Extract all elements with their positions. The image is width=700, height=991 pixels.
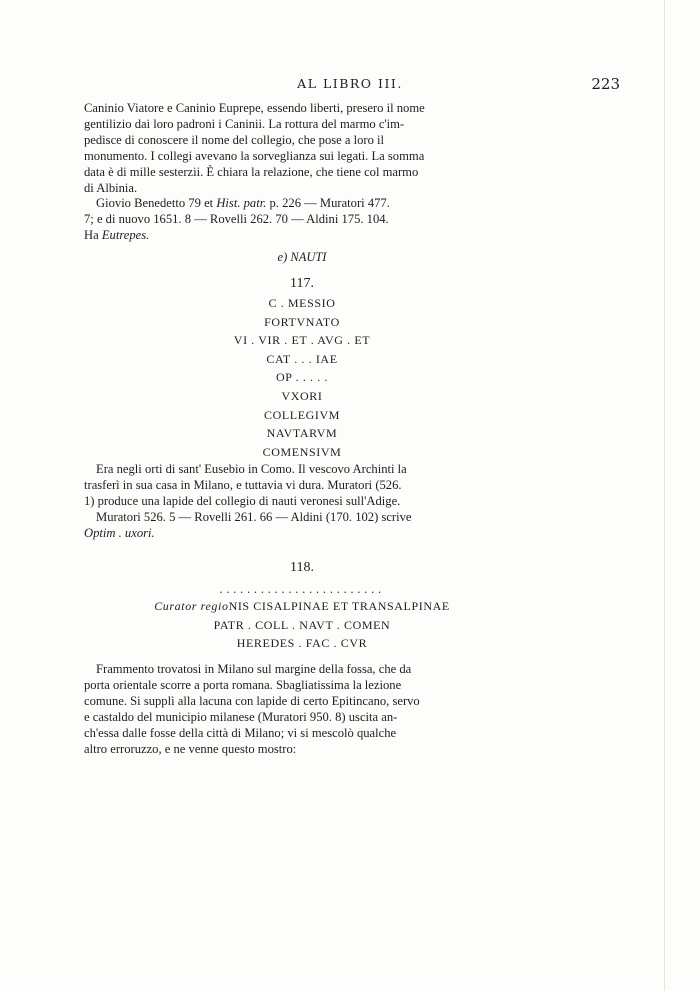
reference-line	[84, 228, 520, 244]
text-line: porta orientale scorre a porta romana. Sbagliatissima la lezione	[84, 677, 402, 692]
text-line: altro erroruzzo, e ne venne questo mostro:	[84, 741, 297, 756]
inscription-line: OP . . . . .	[275, 370, 329, 385]
page-number: 223	[591, 75, 620, 93]
inscription-line: PATR . COLL . NAVT . COMEN	[213, 617, 391, 632]
inscription-line	[84, 597, 520, 616]
reference-italic: Hist. patr.	[216, 196, 267, 210]
reference-italic: Optim . uxori.	[84, 525, 155, 540]
page-edge-divider	[664, 0, 665, 991]
inscription-line: VXORI	[281, 388, 323, 403]
page-header	[80, 76, 620, 98]
section-heading: e) NAUTI	[277, 250, 327, 264]
running-title: AL LIBRO III.	[297, 76, 403, 91]
text-line: 1) produce una lapide del collegio di nauti veronesi sull'Adige.	[84, 493, 401, 508]
text-line: gentilizio dai loro padroni i Caninii. La rottura del marmo c'im-	[84, 116, 405, 131]
text-line: trasferì in sua casa in Milano, e tuttavia vi dura. Muratori (526.	[84, 477, 402, 492]
inscription-text: NIS CISALPINAE ET TRANSALPINAE	[228, 599, 450, 613]
lacuna-dots: ........................	[219, 583, 385, 596]
inscription-line: CAT . . . IAE	[266, 351, 338, 366]
reference-line: 7; e di nuovo 1651. 8 — Rovelli 262. 70 — Aldini 175. 104.	[84, 211, 389, 226]
reference-italic: Eutrepes.	[101, 227, 150, 242]
reference-line: Muratori 526. 5 — Rovelli 261. 66 — Aldini (170. 102) scrive	[96, 509, 412, 524]
text-line: monumento. I collegi avevano la sorveglianza sui legati. La somma	[84, 148, 425, 163]
inscription-118	[84, 597, 520, 653]
inscription-line: FORTVNATO	[264, 314, 340, 329]
intro-paragraph	[84, 101, 520, 196]
reference-text: Ha	[84, 227, 102, 242]
reference-text: p. 226 — Muratori 477.	[266, 196, 390, 210]
text-line: Era negli orti di sant' Eusebio in Como. Il vescovo Archinti la	[96, 462, 407, 476]
inscription-line: VI . VIR . ET . AVG . ET	[233, 333, 371, 348]
text-line: Caninio Viatore e Caninio Euprepe, essendo liberti, presero il nome	[84, 101, 425, 115]
reference-line	[84, 196, 520, 212]
inscription-line: C . MESSIO	[268, 296, 336, 310]
text-line: e castaldo del municipio milanese (Muratori 950. 8) uscita an-	[84, 709, 398, 724]
reference-text: Giovio Benedetto 79 et	[96, 196, 217, 210]
inscription-line: COMENSIVM	[262, 444, 342, 459]
commentary-117	[84, 462, 520, 542]
inscription-line: NAVTARVM	[266, 426, 338, 441]
inscription-line: HEREDES . FAC . CVR	[236, 636, 368, 651]
commentary-118	[84, 662, 520, 757]
references-block	[84, 196, 520, 244]
inscription-number: 117.	[290, 276, 314, 291]
inscription-line: COLLEGIVM	[263, 407, 341, 422]
text-line: di Albinia.	[84, 180, 138, 195]
inscription-italic: Curator regio	[154, 599, 229, 613]
inscription-117	[84, 294, 520, 461]
text-line: comune. Si supplì alla lacuna con lapide di certo Epitincano, servo	[84, 693, 420, 708]
text-line: ch'essa dalle fosse della città di Milano; vi si mescolò qualche	[84, 725, 397, 740]
text-line: Frammento trovatosi in Milano sul margine della fossa, che da	[96, 662, 412, 676]
inscription-number: 118.	[290, 560, 314, 575]
text-line: data è di mille sesterzii. È chiara la relazione, che tiene col marmo	[84, 164, 419, 179]
text-line: pedisce di conoscere il nome del collegio, che pose a loro il	[84, 132, 385, 147]
reference-italic-line	[84, 526, 520, 542]
